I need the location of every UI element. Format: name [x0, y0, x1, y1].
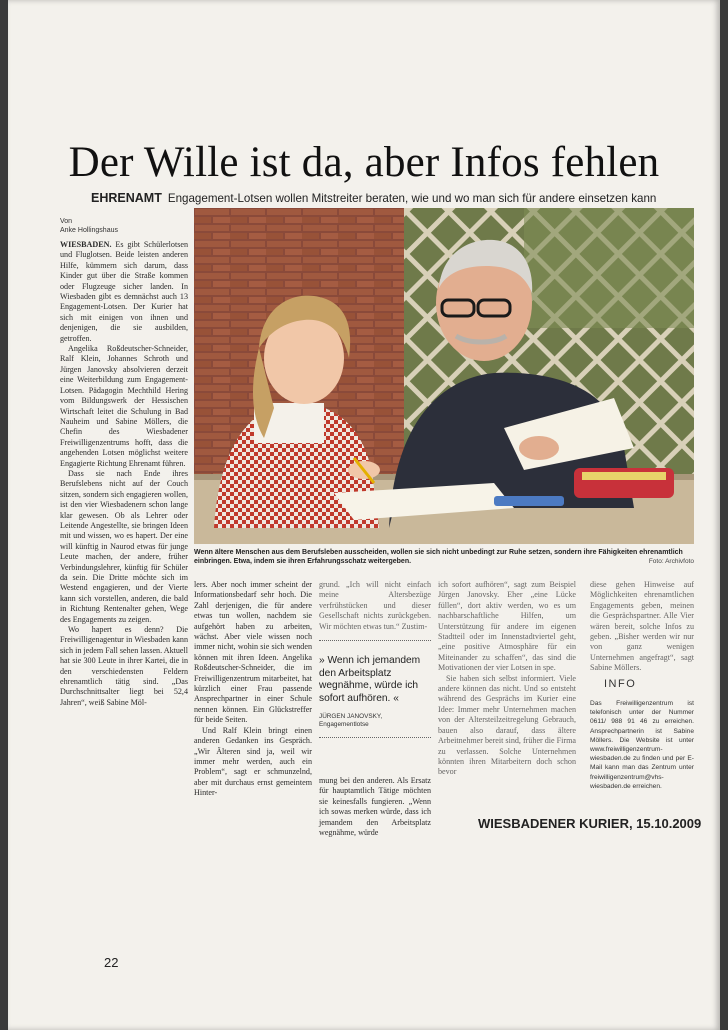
article-column-3 — [319, 580, 431, 632]
byline-prefix: Von — [60, 218, 73, 225]
article-column-5 — [590, 580, 694, 674]
paragraph-text: Es gibt Schülerlotsen und Fluglotsen. Beide leisten anderen Hilfe, kümmern sich darum, dass Kinder gut über die Straße kommen oder Flugzeuge sicher landen. In Wiesbaden gibt es demnächst auch 13 Engagement-Lotsen. Der Kurier hat sich mit einigen von ihnen und denjenigen, die sie ausbilden, getroffen. — [60, 240, 188, 343]
pull-quote-text: » Wenn ich jemandem den Arbeitsplatz wegnähme, würde ich sofort aufhören. « — [319, 655, 421, 704]
divider — [319, 737, 431, 738]
info-box-text: Das Freiwilligenzentrum ist telefonisch unter der Nummer 0611/ 988 91 46 zu erreichen. Ansprechpartnerin ist Sabine Möllers. Die Website ist unter www.freiwilligenzentrum-wiesbaden.de zu finden und per E-Mail kann man das Zentrum unter freiwilligenzentrum@vhs-wiesbaden.de erreichen. — [590, 700, 694, 790]
paragraph: Angelika Roßdeutscher-Schneider, Ralf Klein, Johannes Schroth und Jürgen Janovsky absolvieren derzeit eine Weiterbildung zum Engagement-Lotsen. Pädagogin Mechthild Hering vom Bildungswerk der Hessischen Wirtschaft leitet die Schulung in Bad Nauheim und Sabine Möllers, die Chefin des Wiesbadener Freiwilligenzentrums hofft, dass die angehenden Lotsen möglichst weitere Engagierte Richtung Ehrenamt führen. — [60, 344, 188, 468]
subline-text: Engagement-Lotsen wollen Mitstreiter beraten, wie und wo man sich für andere einsetzen kann — [167, 192, 657, 205]
article-column-3-bottom — [319, 776, 431, 838]
newspaper-page — [8, 0, 720, 1030]
article-column-1 — [60, 240, 188, 708]
article-column-4 — [438, 580, 576, 778]
paragraph: ich sofort aufhören“, sagt zum Beispiel Jürgen Janovsky. Eher „eine Lücke füllen“, dort aktiv werden, wo es um nachbarschaftliche Hilfen, um Unterstützung für andere im eigenen Stadtteil oder im Innenstadtviertel geht, „eine positive Atmosphäre für ein Miteinander zu schaffen“, das sind die Motivationen der vier Lotsen in spe. — [438, 580, 576, 673]
paragraph: diese gehen Hinweise auf Möglichkeiten ehrenamtlichen Engagements geben, meinen die Gesprächspartner. Alle Vier wären bereit, solche Infos zu geben. „Bisher werden wir nur von ganz wenigen Unternehmen angefragt“, sagt Sabine Möllers. — [590, 580, 694, 673]
paragraph — [60, 240, 188, 344]
pull-quote-role: Engagementlotse — [319, 721, 369, 729]
caption-text: Wenn ältere Menschen aus dem Berufsleben ausscheiden, wollen sie sich nicht unbedingt zur Ruhe setzen, sondern ihre Fähigkeiten ehrenamtlich einbringen. Etwa, indem sie ihren Erfahrungsschatz weitergeben. — [194, 549, 683, 566]
article-column-2 — [194, 580, 312, 799]
headline: Der Wille ist da, aber Infos fehlen — [68, 139, 660, 186]
dateline: WIESBADEN. — [60, 240, 112, 249]
paragraph: Sie haben sich selbst informiert. Viele andere können das nicht. Und so entsteht während des Gesprächs im Kurier eine Idee: Immer mehr Unternehmen machen von der Altersteilzeitregelung Gebrauch, bauen also darauf, dass ältere Arbeitnehmer bereit sind, früher die Firma zu verlassen. Solche Unternehmen könnten ihren Mitarbeitern doch schon bevor — [438, 673, 576, 777]
article-photo — [194, 208, 694, 544]
kicker: EHRENAMT — [91, 191, 162, 205]
paragraph: mung bei den anderen. Als Ersatz für hauptamtlich Tätige möchten sie keinesfalls fungieren. „Wenn ich sowas merken würde, dass ich jemandem den Arbeitsplatz wegnähme, würde — [319, 776, 431, 838]
source-line: WIESBADENER KURIER, 15.10.2009 — [478, 816, 702, 831]
photo-caption — [194, 548, 694, 566]
photo-illustration — [194, 208, 694, 544]
page-number: 22 — [104, 955, 119, 970]
paragraph: Dass sie nach Ende ihres Berufslebens nicht auf der Couch sitzen, sondern sich engagieren wollen, ist den vier Wiesbadenern schon lange klar gewesen. Ob als Lehrer oder Leitende Angestellte, sie bringen Ideen mit und wissen, wo es hapert. Der eine will künftig in Naurod etwas für junge Leute machen, der andere, früher Verbindungslehrer, künftig für Schüler da sein. Die Dritte möchte sich im Westend engagieren, und der Vierte kann sich vorstellen, anderen, die bald in Richtung Rentenalter gehen, Wege des Engagements zu zeigen. — [60, 468, 188, 624]
subheadline — [91, 191, 711, 205]
pull-quote — [319, 640, 431, 738]
photo-credit: Foto: Archivfoto — [648, 558, 694, 566]
paragraph: lers. Aber noch immer scheint der Informationsbedarf sehr hoch. Die Zahl derjenigen, die für andere etwas tun wollen, nachdem sie aufgehört haben zu arbeiten, wächst. Aber viele wissen noch immer nicht, wohin sie sich wenden können mit ihren Ideen. Angelika Roßdeutscher-Schneider, die im Freiwilligenzentrum mitarbeitet, hat kürzlich einer Frau passende Ansprechpartner in einer Schule nennen können. Ein Glückstreffer für beide Seiten. — [194, 580, 312, 725]
byline-author: Anke Hollingshaus — [60, 227, 118, 234]
paragraph: Und Ralf Klein bringt einen anderen Gedanken ins Gespräch. „Wir Älteren sind ja, weil wir immer mehr werden, auch ein Problem“, sagt er schmunzelnd, aber mit durchaus ernst gemeintem Hinter- — [194, 725, 312, 798]
byline — [60, 217, 118, 235]
paragraph: grund. „Ich will nicht einfach meine Altersbezüge verfrühstücken und dieser Gesellschaft nichts zurückgeben. Wir möchten etwas tun.“ Zustim- — [319, 580, 431, 631]
paragraph: Wo hapert es denn? Die Freiwilligenagentur in Wiesbaden kann sich in jedem Fall sehen lassen. Aktuell hat sie 300 Leute in ihrer Kartei, die in den verschiedensten Feldern ehrenamtlich tätig sind. „Das Durchschnittsalter liegt bei 52,4 Jahren“, weiß Sabine Möl- — [60, 625, 188, 707]
pull-quote-author: JÜRGEN JANOVSKY, — [319, 713, 383, 721]
info-box-title: INFO — [604, 678, 637, 690]
